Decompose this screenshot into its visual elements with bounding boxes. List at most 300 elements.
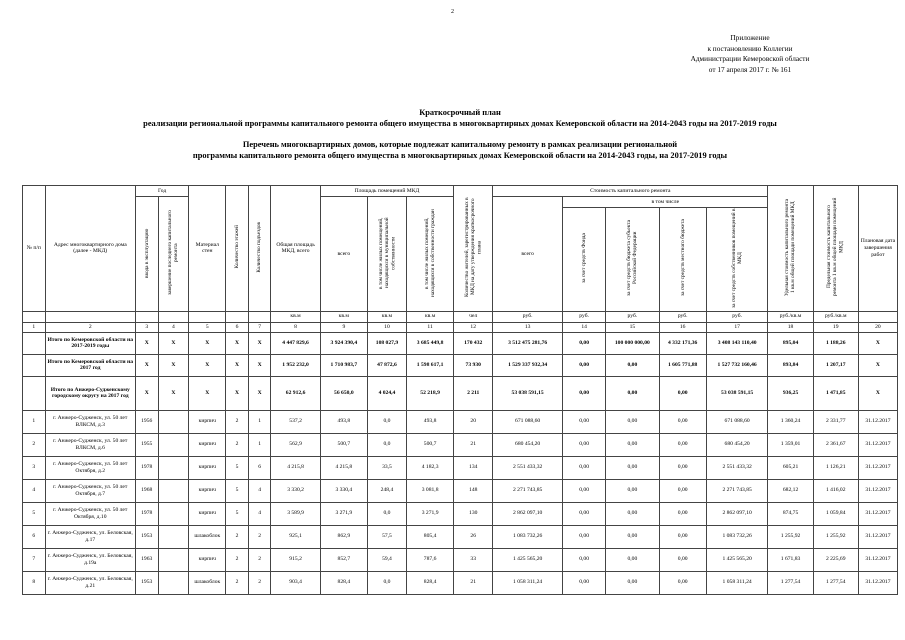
header-area-private: в том числе жилых помещений, находящихся в собственности граждан <box>406 197 453 312</box>
total-cell: 108 027,9 <box>367 332 406 354</box>
header-year: Год <box>135 186 188 197</box>
row-cell: 0,00 <box>563 571 606 594</box>
header-area-municipal: в том числе жилых помещений, находящихся в муниципальной собственности <box>367 197 406 312</box>
total-cell: 1 952 232,0 <box>271 354 320 376</box>
total-cell: 1 527 732 160,46 <box>706 354 768 376</box>
row-cell: 671 088,60 <box>493 410 563 433</box>
row-year: 1968 <box>135 479 158 502</box>
total-label: Итого по Анжеро-Судженскому городскому округу на 2017 год <box>45 376 135 410</box>
row-cell: 0,00 <box>606 502 659 525</box>
unit-cell: кв.м <box>320 311 367 322</box>
row-cell: 0,00 <box>659 525 706 548</box>
row-cell: 1 671,83 <box>768 548 813 571</box>
total-cell: X <box>158 354 189 376</box>
total-cell: 936,25 <box>768 376 813 410</box>
row-cell: 0,00 <box>659 571 706 594</box>
total-cell: 893,84 <box>768 354 813 376</box>
row-cell: 3 330,2 <box>271 479 320 502</box>
header-address: Адрес многоквартирного дома (далее - МКД) <box>45 186 135 312</box>
column-number: 15 <box>606 322 659 332</box>
row-cell: 0,00 <box>606 456 659 479</box>
row-cell: 0,0 <box>367 571 406 594</box>
row-cell: 3 081,8 <box>406 479 453 502</box>
header-wall-material: Материал стен <box>189 186 226 312</box>
row-cell: 1 416,02 <box>813 479 858 502</box>
table-row <box>23 410 898 433</box>
unit-cell: руб./кв.м <box>768 311 813 322</box>
total-cell: 0,00 <box>659 376 706 410</box>
row-cell: 31.12.2017 <box>858 433 897 456</box>
row-cell: 57,5 <box>367 525 406 548</box>
row-cell: 493,8 <box>406 410 453 433</box>
unit-cell: кв.м <box>367 311 406 322</box>
header-num: № п/п <box>23 186 46 312</box>
total-cell: 895,04 <box>768 332 813 354</box>
row-cell: 59,4 <box>367 548 406 571</box>
document-title <box>30 108 890 161</box>
column-number: 17 <box>706 322 768 332</box>
row-entrances: 4 <box>248 502 271 525</box>
row-floors: 5 <box>226 502 249 525</box>
table-row <box>23 433 898 456</box>
row-entrances: 2 <box>248 548 271 571</box>
row-cell: 31.12.2017 <box>858 479 897 502</box>
row-year: 1953 <box>135 525 158 548</box>
total-cell: X <box>858 354 897 376</box>
row-cell: 903,4 <box>271 571 320 594</box>
row-cell: 3 271,9 <box>406 502 453 525</box>
row-cell: 0,00 <box>563 410 606 433</box>
row-cell: 1 359,01 <box>768 433 813 456</box>
total-cell: 53 038 591,15 <box>493 376 563 410</box>
column-number: 5 <box>189 322 226 332</box>
row-cell: 1 425 565,20 <box>706 548 768 571</box>
total-cell: 0,00 <box>606 354 659 376</box>
units-row <box>23 311 898 322</box>
row-year: 1963 <box>135 548 158 571</box>
row-cell: 0,0 <box>367 410 406 433</box>
row-cell: 1 255,92 <box>813 525 858 548</box>
row-cell: 1 277,54 <box>813 571 858 594</box>
total-cell: 2 211 <box>454 376 493 410</box>
column-number: 3 <box>135 322 158 332</box>
total-cell: X <box>189 376 226 410</box>
row-address: г. Анжеро-Судженск, ул. Беловская, д.17 <box>45 525 135 548</box>
total-cell: X <box>158 332 189 354</box>
total-cell: X <box>226 376 249 410</box>
row-cell: 31.12.2017 <box>858 456 897 479</box>
row-material: кирпич <box>189 456 226 479</box>
row-cell: 2 862 097,10 <box>493 502 563 525</box>
unit-cell: руб. <box>706 311 768 322</box>
row-cell: 500,7 <box>320 433 367 456</box>
table-row <box>23 456 898 479</box>
row-last-repair <box>158 502 189 525</box>
row-last-repair <box>158 571 189 594</box>
row-cell: 0,00 <box>659 433 706 456</box>
row-cell: 0,00 <box>563 548 606 571</box>
row-cell: 3 330,4 <box>320 479 367 502</box>
table-row <box>23 502 898 525</box>
column-number: 4 <box>158 322 189 332</box>
row-entrances: 2 <box>248 525 271 548</box>
row-floors: 2 <box>226 548 249 571</box>
row-cell: 0,00 <box>606 479 659 502</box>
row-address: г. Анжеро-Судженск, ул. 50 лет ВЛКСМ, д.3 <box>45 410 135 433</box>
appendix-line: от 17 апреля 2017 г. № 161 <box>708 64 792 74</box>
row-floors: 2 <box>226 525 249 548</box>
row-last-repair <box>158 479 189 502</box>
header-entrances: Количество подъездов <box>248 186 271 312</box>
total-cell: 56 650,0 <box>320 376 367 410</box>
total-cell: 73 930 <box>454 354 493 376</box>
header-area-all: всего <box>320 197 367 312</box>
column-number: 12 <box>454 322 493 332</box>
header-residents: Количество жителей, зарегистрированных в МКД на дату утверждения краткосрочного плана <box>454 186 493 312</box>
total-cell: X <box>189 332 226 354</box>
row-cell: 2 331,77 <box>813 410 858 433</box>
row-cell: 26 <box>454 525 493 548</box>
total-cell: 0,00 <box>606 376 659 410</box>
row-year: 1956 <box>135 410 158 433</box>
total-cell: X <box>248 376 271 410</box>
row-cell: 31.12.2017 <box>858 571 897 594</box>
row-year: 1955 <box>135 433 158 456</box>
row-cell: 828,4 <box>406 571 453 594</box>
row-last-repair <box>158 456 189 479</box>
unit-cell: руб. <box>563 311 606 322</box>
header-cost-including: в том числе <box>563 197 768 208</box>
table-row <box>23 571 898 594</box>
row-last-repair <box>158 548 189 571</box>
row-num: 8 <box>23 571 46 594</box>
header-floors: Количество этажей <box>226 186 249 312</box>
row-num: 2 <box>23 433 46 456</box>
row-material: шлакоблок <box>189 571 226 594</box>
row-entrances: 2 <box>248 571 271 594</box>
row-cell: 682,12 <box>768 479 813 502</box>
row-cell: 2 271 743,85 <box>706 479 768 502</box>
total-cell: 4 332 171,36 <box>659 332 706 354</box>
row-num: 7 <box>23 548 46 571</box>
row-year: 1978 <box>135 502 158 525</box>
row-material: кирпич <box>189 548 226 571</box>
total-cell: X <box>858 376 897 410</box>
total-cell: 0,00 <box>563 332 606 354</box>
row-material: кирпич <box>189 479 226 502</box>
row-cell: 2 361,67 <box>813 433 858 456</box>
row-cell: 493,8 <box>320 410 367 433</box>
row-year: 1953 <box>135 571 158 594</box>
row-cell: 0,00 <box>659 410 706 433</box>
row-floors: 2 <box>226 410 249 433</box>
total-cell: X <box>858 332 897 354</box>
total-cell: 1 207,17 <box>813 354 858 376</box>
total-cell: X <box>248 354 271 376</box>
header-year-last-repair: завершение последнего капитального ремонта <box>158 197 189 312</box>
row-cell: 2 225,69 <box>813 548 858 571</box>
table-row <box>23 525 898 548</box>
row-address: г. Анжеро-Судженск, ул. 50 лет Октября, д.2 <box>45 456 135 479</box>
row-cell: 31.12.2017 <box>858 410 897 433</box>
column-number: 7 <box>248 322 271 332</box>
row-cell: 828,4 <box>320 571 367 594</box>
row-cell: 21 <box>454 433 493 456</box>
column-number: 11 <box>406 322 453 332</box>
row-entrances: 1 <box>248 410 271 433</box>
total-cell: 3 512 475 281,76 <box>493 332 563 354</box>
total-cell: 47 872,6 <box>367 354 406 376</box>
header-limit-cost: Предельная стоимость капитального ремонта 1 кв.м общей площади помещений МКД <box>813 186 858 312</box>
row-floors: 2 <box>226 433 249 456</box>
unit-cell: чел <box>454 311 493 322</box>
column-number: 20 <box>858 322 897 332</box>
row-cell: 925,1 <box>271 525 320 548</box>
header-planned-date: Плановая дата завершения работ <box>858 186 897 312</box>
row-num: 4 <box>23 479 46 502</box>
appendix-line: Приложение <box>730 33 770 42</box>
row-cell: 852,7 <box>320 548 367 571</box>
column-number: 8 <box>271 322 320 332</box>
row-cell: 0,00 <box>606 410 659 433</box>
column-number: 9 <box>320 322 367 332</box>
row-cell: 915,2 <box>271 548 320 571</box>
row-cell: 2 551 433,32 <box>493 456 563 479</box>
total-cell: 4 024,4 <box>367 376 406 410</box>
row-cell: 0,00 <box>563 502 606 525</box>
column-number: 19 <box>813 322 858 332</box>
header-year-commission: ввода в эксплуатацию <box>135 197 158 312</box>
total-row <box>23 354 898 376</box>
total-cell: 1 710 983,7 <box>320 354 367 376</box>
row-cell: 0,0 <box>367 433 406 456</box>
row-cell: 33 <box>454 548 493 571</box>
capital-repair-table <box>22 185 898 595</box>
total-cell: 1 598 617,1 <box>406 354 453 376</box>
total-cell: 4 447 829,6 <box>271 332 320 354</box>
unit-cell: кв.м <box>406 311 453 322</box>
row-cell: 1 360,24 <box>768 410 813 433</box>
row-floors: 5 <box>226 479 249 502</box>
row-cell: 787,6 <box>406 548 453 571</box>
total-cell: 53 038 591,15 <box>706 376 768 410</box>
header-cost-local: за счет средств местного бюджета <box>659 208 706 312</box>
row-cell: 33,5 <box>367 456 406 479</box>
row-last-repair <box>158 410 189 433</box>
column-number: 6 <box>226 322 249 332</box>
column-number: 1 <box>23 322 46 332</box>
row-address: г. Анжеро-Судженск, ул. Беловская, д.19а <box>45 548 135 571</box>
row-cell: 134 <box>454 456 493 479</box>
row-cell: 148 <box>454 479 493 502</box>
row-cell: 1 277,54 <box>768 571 813 594</box>
unit-cell: кв.м <box>271 311 320 322</box>
row-num: 1 <box>23 410 46 433</box>
table-row <box>23 548 898 571</box>
row-cell: 680 454,20 <box>706 433 768 456</box>
row-cell: 20 <box>454 410 493 433</box>
row-cell: 2 862 097,10 <box>706 502 768 525</box>
header-unit-cost: Удельная стоимость капитального ремонта 1 кв.м общей площади помещений МКД <box>768 186 813 312</box>
row-entrances: 1 <box>248 433 271 456</box>
row-cell: 1 083 732,26 <box>706 525 768 548</box>
unit-cell: руб. <box>659 311 706 322</box>
row-cell: 4 215,8 <box>271 456 320 479</box>
row-cell: 1 425 565,20 <box>493 548 563 571</box>
total-cell: 1 188,26 <box>813 332 858 354</box>
row-cell: 1 058 311,24 <box>493 571 563 594</box>
row-cell: 0,00 <box>606 525 659 548</box>
row-address: г. Анжеро-Судженск, ул. 50 лет Октября, д.10 <box>45 502 135 525</box>
row-cell: 805,4 <box>406 525 453 548</box>
title-line: Краткосрочный план <box>419 108 501 117</box>
row-cell: 0,00 <box>606 433 659 456</box>
title-line: программы капитального ремонта общего имущества в многоквартирных домах Кемеровской области на 2014-2043 годы, на 2017-2019 годы <box>192 150 728 160</box>
appendix-line: Администрации Кемеровской области <box>690 54 810 64</box>
row-cell: 0,00 <box>659 548 706 571</box>
total-cell: 0,00 <box>563 376 606 410</box>
row-num: 3 <box>23 456 46 479</box>
row-last-repair <box>158 433 189 456</box>
row-cell: 0,00 <box>659 456 706 479</box>
unit-cell: руб. <box>493 311 563 322</box>
row-cell: 680 454,20 <box>493 433 563 456</box>
row-floors: 2 <box>226 571 249 594</box>
row-cell: 4 215,8 <box>320 456 367 479</box>
column-number: 10 <box>367 322 406 332</box>
total-cell: 1 605 771,88 <box>659 354 706 376</box>
row-entrances: 4 <box>248 479 271 502</box>
total-cell: 62 912,6 <box>271 376 320 410</box>
row-address: г. Анжеро-Судженск, ул. 50 лет Октября, д.7 <box>45 479 135 502</box>
row-cell: 31.12.2017 <box>858 502 897 525</box>
row-cell: 0,00 <box>606 548 659 571</box>
total-cell: 3 685 449,8 <box>406 332 453 354</box>
row-year: 1978 <box>135 456 158 479</box>
row-cell: 1 126,21 <box>813 456 858 479</box>
row-cell: 31.12.2017 <box>858 548 897 571</box>
total-label: Итого по Кемеровской области на 2017-2019 годы <box>45 332 135 354</box>
total-cell: X <box>226 354 249 376</box>
row-cell: 130 <box>454 502 493 525</box>
title-line: реализации региональной программы капитального ремонта общего имущества в многоквартирных домах Кемеровской области на 2014-2043 годы на 2017-2019 годы <box>143 118 777 128</box>
total-cell: 100 000 000,00 <box>606 332 659 354</box>
column-number: 16 <box>659 322 706 332</box>
row-floors: 5 <box>226 456 249 479</box>
column-number: 2 <box>45 322 135 332</box>
row-cell: 0,00 <box>563 456 606 479</box>
header-cost-owners: за счет средств собственников помещений в МКД <box>706 208 768 312</box>
row-cell: 862,9 <box>320 525 367 548</box>
header-cost-fund: за счет средств Фонда <box>563 208 606 312</box>
row-cell: 1 083 732,26 <box>493 525 563 548</box>
total-cell: X <box>248 332 271 354</box>
column-numbers-row <box>23 322 898 332</box>
row-cell: 2 551 433,32 <box>706 456 768 479</box>
total-cell: X <box>135 354 158 376</box>
title-line: Перечень многоквартирных домов, которые подлежат капитальному ремонту в рамках реализации региональной <box>242 140 678 149</box>
row-address: г. Анжеро-Судженск, ул. 50 лет ВЛКСМ, д.6 <box>45 433 135 456</box>
row-cell: 1 059,84 <box>813 502 858 525</box>
total-cell: X <box>189 354 226 376</box>
header-total-area: Общая площадь МКД, всего <box>271 186 320 312</box>
header-area-group: Площадь помещений МКД <box>320 186 454 197</box>
row-cell: 0,00 <box>563 479 606 502</box>
total-cell: X <box>135 332 158 354</box>
row-cell: 2 271 743,85 <box>493 479 563 502</box>
row-material: кирпич <box>189 433 226 456</box>
row-material: кирпич <box>189 502 226 525</box>
unit-cell: руб./кв.м <box>813 311 858 322</box>
total-cell: 1 471,85 <box>813 376 858 410</box>
row-cell: 0,00 <box>659 479 706 502</box>
total-cell: 3 408 143 110,40 <box>706 332 768 354</box>
row-cell: 671 088,60 <box>706 410 768 433</box>
row-cell: 0,0 <box>367 502 406 525</box>
row-cell: 537,2 <box>271 410 320 433</box>
row-cell: 31.12.2017 <box>858 525 897 548</box>
row-cell: 21 <box>454 571 493 594</box>
table-row <box>23 479 898 502</box>
header-cost-all: всего <box>493 197 563 312</box>
total-cell: 3 924 390,4 <box>320 332 367 354</box>
total-cell: 1 529 337 932,34 <box>493 354 563 376</box>
row-address: г. Анжеро-Судженск, ул. Беловская, д.21 <box>45 571 135 594</box>
appendix-block <box>620 33 880 75</box>
unit-cell: руб. <box>606 311 659 322</box>
row-num: 5 <box>23 502 46 525</box>
row-cell: 0,00 <box>563 525 606 548</box>
header-cost-group: Стоимость капитального ремонта <box>493 186 768 197</box>
row-cell: 0,00 <box>606 571 659 594</box>
total-row <box>23 376 898 410</box>
total-num <box>23 354 46 376</box>
total-num <box>23 332 46 354</box>
total-cell: X <box>158 376 189 410</box>
total-cell: 52 218,9 <box>406 376 453 410</box>
row-material: шлакоблок <box>189 525 226 548</box>
total-num <box>23 376 46 410</box>
row-cell: 562,9 <box>271 433 320 456</box>
row-cell: 500,7 <box>406 433 453 456</box>
total-cell: 170 432 <box>454 332 493 354</box>
total-label: Итого по Кемеровской области на 2017 год <box>45 354 135 376</box>
row-cell: 3 271,9 <box>320 502 367 525</box>
total-cell: X <box>226 332 249 354</box>
row-cell: 1 058 311,24 <box>706 571 768 594</box>
row-last-repair <box>158 525 189 548</box>
column-number: 14 <box>563 322 606 332</box>
header-cost-federal: за счет средств бюджета субъекта Российской Федерации <box>606 208 659 312</box>
row-cell: 248,4 <box>367 479 406 502</box>
row-cell: 0,00 <box>563 433 606 456</box>
row-num: 6 <box>23 525 46 548</box>
row-cell: 874,75 <box>768 502 813 525</box>
total-cell: 0,00 <box>563 354 606 376</box>
row-cell: 0,00 <box>659 502 706 525</box>
row-cell: 605,21 <box>768 456 813 479</box>
appendix-line: к постановлению Коллегии <box>707 43 793 53</box>
row-material: кирпич <box>189 410 226 433</box>
column-number: 18 <box>768 322 813 332</box>
row-cell: 1 255,92 <box>768 525 813 548</box>
column-number: 13 <box>493 322 563 332</box>
total-row <box>23 332 898 354</box>
row-entrances: 6 <box>248 456 271 479</box>
page-number: 2 <box>451 9 454 15</box>
row-cell: 4 182,3 <box>406 456 453 479</box>
total-cell: X <box>135 376 158 410</box>
